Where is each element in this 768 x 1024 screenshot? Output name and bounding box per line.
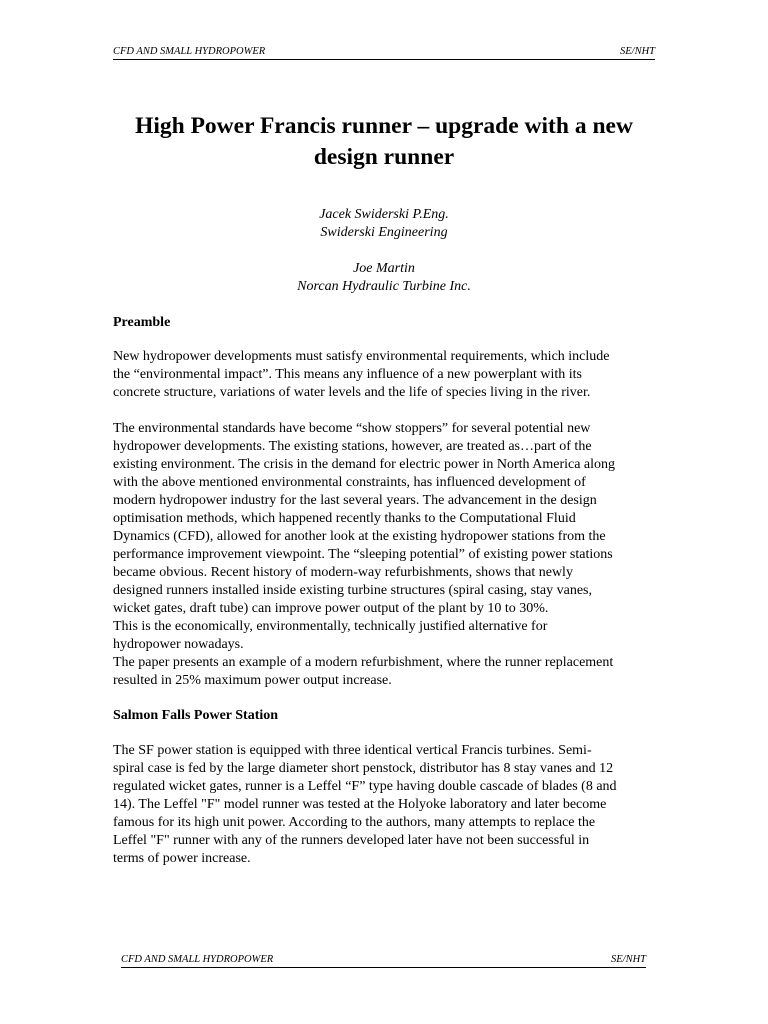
title-line-2: design runner xyxy=(313,144,455,170)
text-line: terms of power increase. xyxy=(113,851,251,866)
footer-left-text: CFD AND SMALL HYDROPOWER xyxy=(121,954,274,965)
preamble-paragraph-2 xyxy=(113,420,658,690)
text-line: resulted in 25% maximum power output increase. xyxy=(113,673,392,688)
text-line: The SF power station is equipped with three identical vertical Francis turbines. Semi- xyxy=(113,743,592,758)
text-line: with the above mentioned environmental constraints, has influenced development of xyxy=(113,475,586,490)
text-line: concrete structure, variations of water levels and the life of species living in the river. xyxy=(113,385,591,400)
text-line: spiral case is fed by the large diameter short penstock, distributor has 8 stay vanes and 12 xyxy=(113,761,614,776)
footer-right-text: SE/NHT xyxy=(610,954,646,965)
text-line: hydropower developments. The existing stations, however, are treated as…part of the xyxy=(113,439,592,454)
text-line: New hydropower developments must satisfy environmental requirements, which include xyxy=(113,349,610,364)
text-line: famous for its high unit power. According to the authors, many attempts to replace the xyxy=(113,815,596,830)
section-heading-salmon-falls: Salmon Falls Power Station xyxy=(113,708,279,723)
header-left-text: CFD AND SMALL HYDROPOWER xyxy=(113,46,266,57)
header-right-text: SE/NHT xyxy=(619,46,655,57)
author-name: Joe Martin xyxy=(353,261,415,276)
text-line: The paper presents an example of a modern refurbishment, where the runner replacement xyxy=(113,655,614,670)
text-line: optimisation methods, which happened recently thanks to the Computational Fluid xyxy=(113,511,576,526)
author-name: Jacek Swiderski P.Eng. xyxy=(319,207,449,222)
text-line: 14). The Leffel "F" model runner was tested at the Holyoke laboratory and later become xyxy=(113,797,607,812)
section-heading-preamble: Preamble xyxy=(113,315,171,330)
text-line: Dynamics (CFD), allowed for another look at the existing hydropower stations from the xyxy=(113,529,606,544)
author-block-1 xyxy=(100,206,668,242)
document-title xyxy=(100,111,668,173)
text-line: This is the economically, environmentally, technically justified alternative for xyxy=(113,619,548,634)
text-line: hydropower nowadays. xyxy=(113,637,244,652)
page-footer xyxy=(121,954,646,968)
author-affiliation: Norcan Hydraulic Turbine Inc. xyxy=(297,279,471,294)
text-line: Leffel "F" runner with any of the runners developed later have not been successful in xyxy=(113,833,590,848)
text-line: wicket gates, draft tube) can improve power output of the plant by 10 to 30%. xyxy=(113,601,549,616)
text-line: performance improvement viewpoint. The “sleeping potential” of existing power stations xyxy=(113,547,613,562)
author-block-2 xyxy=(100,260,668,296)
preamble-paragraph-1 xyxy=(113,348,658,402)
text-line: the “environmental impact”. This means any influence of a new powerplant with its xyxy=(113,367,582,382)
text-line: regulated wicket gates, runner is a Leffel “F” type having double cascade of blades (8 and xyxy=(113,779,617,794)
text-line: became obvious. Recent history of modern-way refurbishments, shows that newly xyxy=(113,565,573,580)
text-line: modern hydropower industry for the last several years. The advancement in the design xyxy=(113,493,597,508)
page-header xyxy=(113,46,655,60)
text-line: The environmental standards have become “show stoppers” for several potential new xyxy=(113,421,591,436)
title-line-1: High Power Francis runner – upgrade with a new xyxy=(135,113,633,139)
text-line: designed runners installed inside existing turbine structures (spiral casing, stay vanes, xyxy=(113,583,593,598)
text-line: existing environment. The crisis in the demand for electric power in North America along xyxy=(113,457,616,472)
salmon-falls-paragraph-1 xyxy=(113,742,658,868)
author-affiliation: Swiderski Engineering xyxy=(320,225,448,240)
